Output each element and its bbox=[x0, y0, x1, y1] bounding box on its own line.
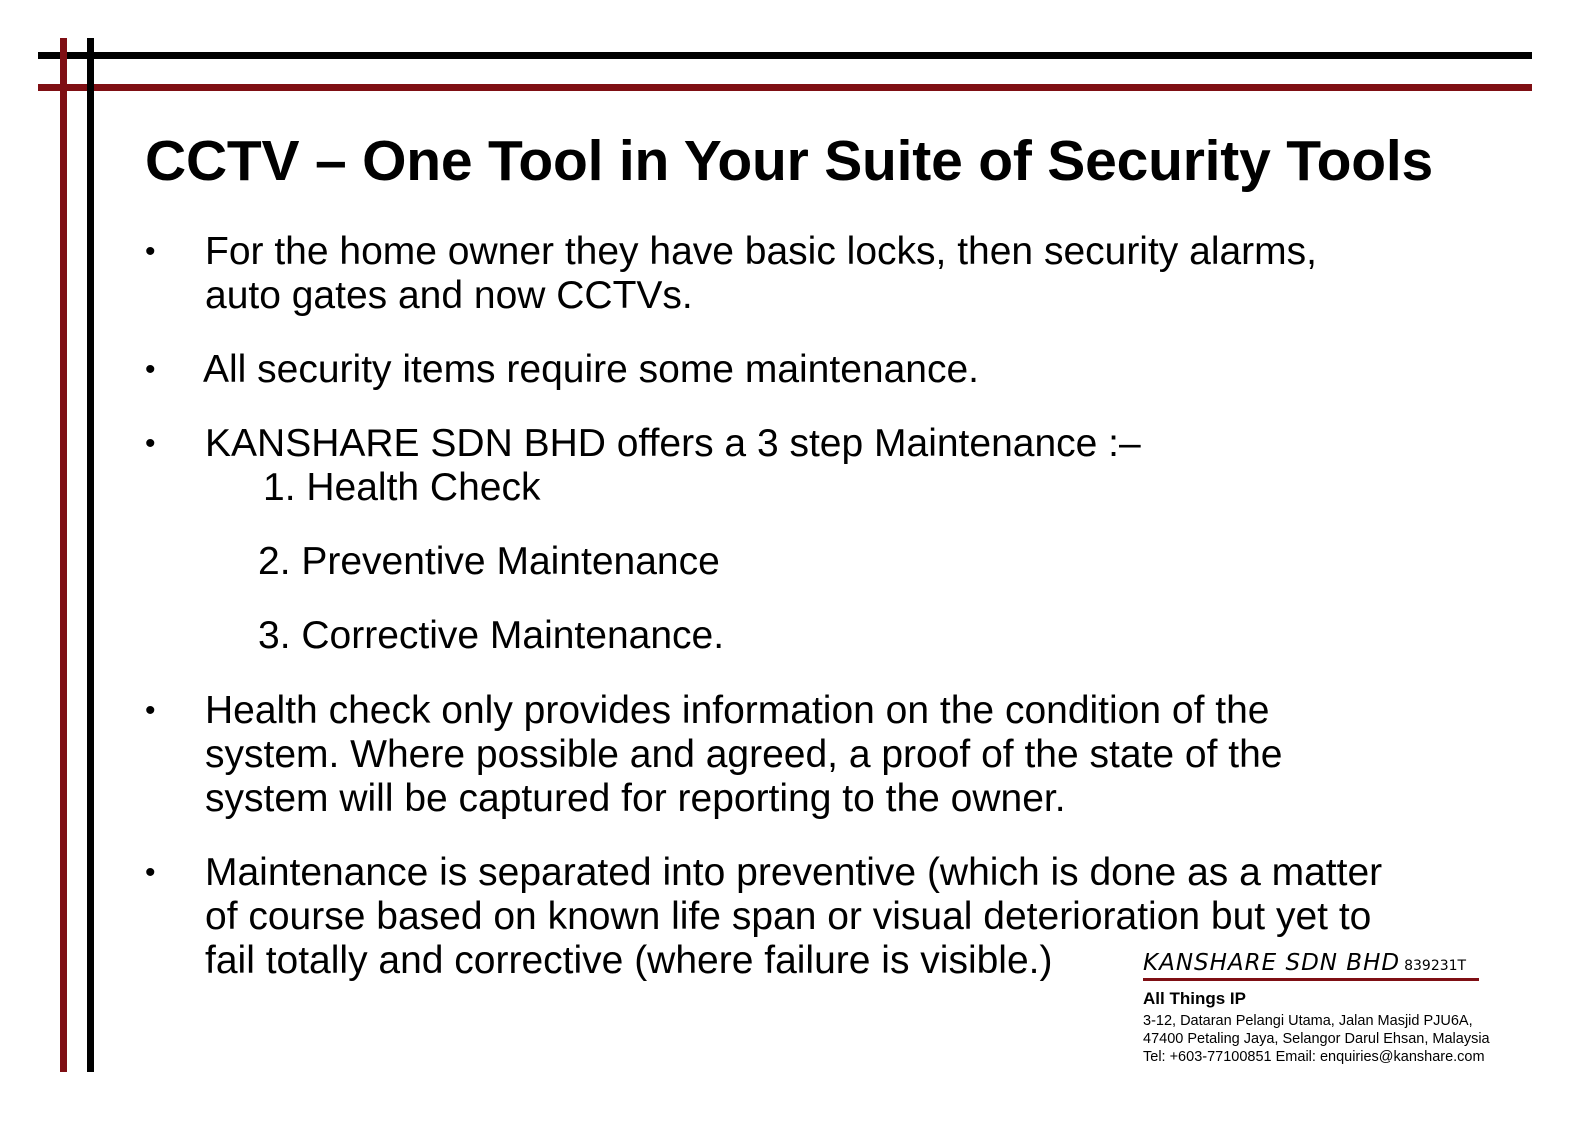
maintenance-step: 1. Health Check bbox=[263, 466, 541, 509]
bullet-line: All security items require some maintenance. bbox=[203, 348, 979, 391]
left-red-rule bbox=[60, 38, 67, 1072]
address-line: 3-12, Dataran Pelangi Utama, Jalan Masjid PJU6A, bbox=[1143, 1013, 1473, 1029]
bullet-line: Maintenance is separated into preventive (which is done as a matter bbox=[205, 851, 1383, 894]
company-reg-no: 839231T bbox=[1404, 958, 1467, 974]
bullet-text bbox=[203, 348, 979, 392]
bullet-line: Health check only provides information on the condition of the bbox=[205, 689, 1270, 732]
contact-line: Tel: +603-77100851 Email: enquiries@kanshare.com bbox=[1143, 1049, 1485, 1065]
maintenance-step: 2. Preventive Maintenance bbox=[258, 540, 720, 583]
bullet-dot: • bbox=[145, 235, 156, 268]
address-line: 47400 Petaling Jaya, Selangor Darul Ehsan, Malaysia bbox=[1143, 1031, 1490, 1047]
bullet-line: For the home owner they have basic locks, then security alarms, bbox=[205, 230, 1317, 273]
bullet-dot: • bbox=[145, 856, 156, 889]
left-black-rule bbox=[87, 38, 94, 1072]
bullet-line: system will be captured for reporting to the owner. bbox=[205, 777, 1066, 820]
company-name: KANSHARE SDN BHD bbox=[1143, 950, 1401, 976]
bullet-text bbox=[205, 230, 1317, 318]
top-red-rule bbox=[38, 84, 1532, 91]
bullet-line: system. Where possible and agreed, a proof of the state of the bbox=[205, 733, 1283, 776]
bullet-dot: • bbox=[145, 427, 156, 460]
company-tagline: All Things IP bbox=[1143, 989, 1246, 1008]
slide-title: CCTV – One Tool in Your Suite of Security Tools bbox=[145, 129, 1433, 193]
bullet-text bbox=[205, 689, 1282, 821]
maintenance-step: 3. Corrective Maintenance. bbox=[258, 614, 725, 657]
bullet-line: auto gates and now CCTVs. bbox=[205, 274, 693, 317]
bullet-line: of course based on known life span or visual deterioration but yet to bbox=[205, 895, 1372, 938]
bullet-line: fail totally and corrective (where failure is visible.) bbox=[205, 939, 1053, 982]
bullet-text bbox=[205, 422, 1141, 466]
company-logotype bbox=[1143, 950, 1479, 981]
top-black-rule bbox=[38, 52, 1532, 59]
bullet-line: KANSHARE SDN BHD offers a 3 step Maintenance :– bbox=[205, 422, 1141, 465]
bullet-dot: • bbox=[145, 353, 156, 386]
bullet-dot: • bbox=[145, 694, 156, 727]
